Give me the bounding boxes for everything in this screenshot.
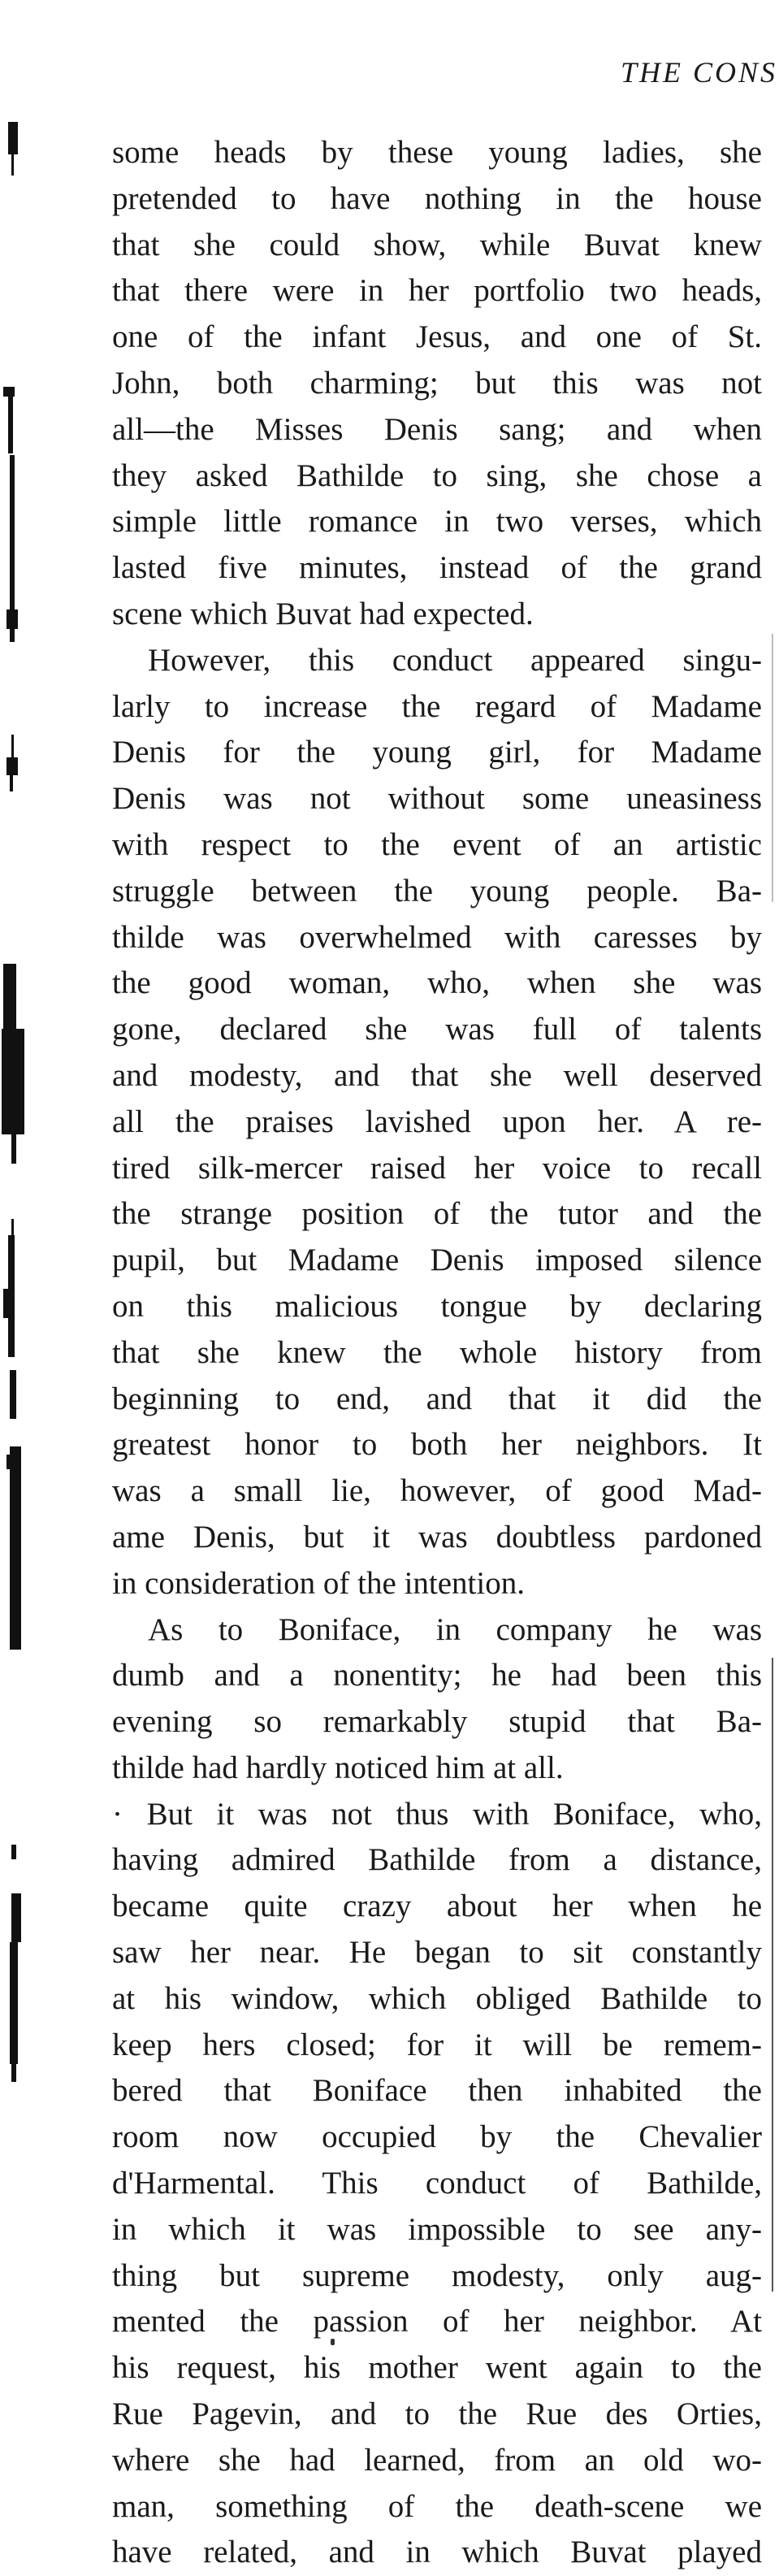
text-line: where she had learned, from an old wo- bbox=[112, 2442, 762, 2478]
text-line: ame Denis, but it was doubtless pardoned bbox=[112, 1519, 762, 1555]
text-line: dumb and a nonentity; he had been this bbox=[112, 1658, 762, 1693]
text-line: having admired Bathilde from a distance, bbox=[112, 1842, 762, 1878]
margin-mark bbox=[10, 1942, 18, 2064]
text-line: his request, his mother went again to the bbox=[112, 2350, 762, 2386]
text-line: pretended to have nothing in the house bbox=[112, 180, 762, 216]
margin-mark bbox=[6, 609, 18, 629]
body-text bbox=[112, 130, 762, 2576]
text-line: tired silk-mercer raised her voice to recall bbox=[112, 1150, 762, 1186]
margin-mark bbox=[11, 1893, 21, 1942]
text-line: greatest honor to both her neighbors. It bbox=[112, 1427, 762, 1463]
text-line: Denis was not without some uneasiness bbox=[112, 781, 762, 817]
text-line: and modesty, and that she well deserved bbox=[112, 1057, 762, 1093]
text-line: Rue Pagevin, and to the Rue des Orties, bbox=[112, 2396, 762, 2432]
text-line: scene which Buvat had expected. bbox=[112, 596, 534, 631]
text-line: John, both charming; but this was not bbox=[112, 365, 762, 401]
text-line: As to Boniface, in company he was bbox=[148, 1611, 762, 1647]
text-line: bered that Boniface then inhabited the bbox=[112, 2073, 762, 2109]
text-line: all—the Misses Denis sang; and when bbox=[112, 411, 762, 447]
text-line: pupil, but Madame Denis imposed silence bbox=[112, 1242, 762, 1278]
margin-mark bbox=[10, 1446, 21, 1650]
text-line: lasted five minutes, instead of the grand bbox=[112, 550, 762, 586]
running-head: THE CONS bbox=[620, 56, 777, 89]
text-line: with respect to the event of an artistic bbox=[112, 826, 762, 862]
text-line: thilde was overwhelmed with caresses by bbox=[112, 919, 762, 955]
margin-mark bbox=[3, 964, 16, 1029]
text-line: on this malicious tongue by declaring bbox=[112, 1288, 762, 1324]
margin-mark bbox=[11, 154, 14, 176]
text-line: Denis for the young girl, for Madame bbox=[112, 735, 762, 770]
text-line: the strange position of the tutor and the bbox=[112, 1196, 762, 1232]
margin-mark bbox=[2, 1029, 24, 1134]
text-line: d'Harmental. This conduct of Bathilde, bbox=[112, 2166, 762, 2201]
margin-mark bbox=[6, 757, 18, 775]
text-line: some heads by these young ladies, she bbox=[112, 135, 762, 170]
text-line: that she could show, while Buvat knew bbox=[112, 227, 762, 262]
text-line: However, this conduct appeared singu- bbox=[148, 642, 762, 678]
text-line: keep hers closed; for it will be remem- bbox=[112, 2027, 762, 2062]
text-line: that there were in her portfolio two heads, bbox=[112, 273, 762, 309]
right-edge-rule bbox=[772, 1658, 773, 2292]
text-line: at his window, which obliged Bathilde to bbox=[112, 1980, 762, 2016]
right-edge-rule bbox=[772, 634, 773, 902]
text-line: in which it was impossible to see any- bbox=[112, 2211, 762, 2247]
margin-mark bbox=[11, 2064, 16, 2082]
margin-mark bbox=[11, 1845, 16, 1859]
text-line: struggle between the young people. Ba- bbox=[112, 873, 762, 909]
margin-mark bbox=[10, 775, 13, 791]
text-line: room now occupied by the Chevalier bbox=[112, 2119, 762, 2155]
margin-mark bbox=[6, 1455, 13, 1469]
text-line: evening so remarkably stupid that Ba- bbox=[112, 1704, 762, 1740]
text-line: they asked Bathilde to sing, she chose a bbox=[112, 458, 762, 493]
page-speck bbox=[331, 2339, 335, 2345]
text-line: have related, and in which Buvat played bbox=[112, 2535, 762, 2570]
text-line: one of the infant Jesus, and one of St. bbox=[112, 319, 762, 355]
text-line: became quite crazy about her when he bbox=[112, 1889, 762, 1924]
text-line: simple little romance in two verses, which bbox=[112, 504, 762, 540]
margin-mark bbox=[8, 122, 18, 154]
text-line: · But it was not thus with Boniface, who, bbox=[112, 1796, 762, 1832]
margin-mark bbox=[11, 735, 14, 759]
margin-mark bbox=[8, 397, 13, 453]
margin-mark bbox=[11, 1134, 16, 1164]
text-line: saw her near. He began to sit constantly bbox=[112, 1935, 762, 1971]
margin-mark bbox=[3, 1289, 10, 1318]
text-line: gone, declared she was full of talents bbox=[112, 1012, 762, 1047]
text-line: the good woman, who, when she was bbox=[112, 965, 762, 1001]
margin-mark bbox=[3, 387, 15, 397]
text-line: mented the passion of her neighbor. At bbox=[112, 2304, 762, 2340]
text-line: man, something of the death-scene we bbox=[112, 2488, 762, 2524]
margin-mark bbox=[11, 1219, 14, 1235]
text-line: was a small lie, however, of good Mad- bbox=[112, 1473, 762, 1509]
text-line: larly to increase the regard of Madame bbox=[112, 688, 762, 724]
text-line: thing but supreme modesty, only aug- bbox=[112, 2257, 762, 2293]
margin-mark bbox=[10, 1370, 16, 1419]
text-line: beginning to end, and that it did the bbox=[112, 1381, 762, 1416]
text-line: that she knew the whole history from bbox=[112, 1334, 762, 1370]
text-line: thilde had hardly noticed him at all. bbox=[112, 1750, 564, 1785]
text-line: in consideration of the intention. bbox=[112, 1565, 525, 1601]
text-line: all the praises lavished upon her. A re- bbox=[112, 1104, 762, 1139]
